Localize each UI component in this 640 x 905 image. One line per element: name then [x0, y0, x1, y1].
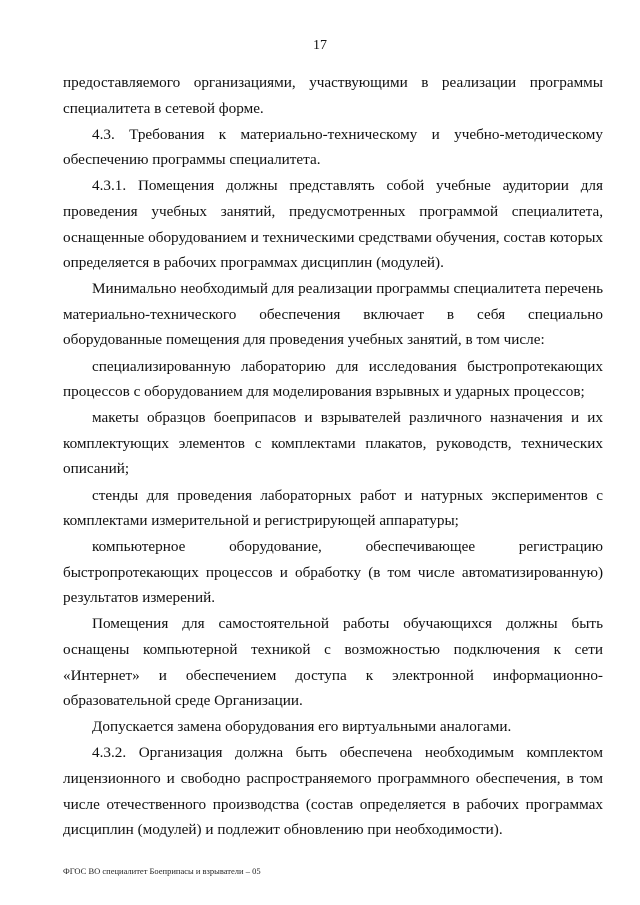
paragraph-continuation: предоставляемого организациями, участвующими в реализации программы специалитета в сетевой форме.	[63, 74, 603, 117]
paragraph-self-study-rooms: Помещения для самостоятельной работы обучающихся должны быть оснащены компьютерной техникой с возможностью подключения к сети «Интернет» и обеспечением доступа к электронной информационно-образовательной среде Организации.	[63, 615, 603, 710]
list-item-stands: стенды для проведения лабораторных работ и натурных экспериментов с комплектами измерительной и регистрирующей аппаратуры;	[63, 486, 603, 530]
paragraph-minimum-equipment: Минимально необходимый для реализации программы специалитета перечень материально-технического обеспечения включает в себя специально оборудованные помещения для проведения учебных занятий, в том числе:	[63, 280, 603, 349]
paragraph-virtual-analogs: Допускается замена оборудования его виртуальными аналогами.	[92, 718, 512, 736]
document-body	[63, 70, 603, 843]
paragraph-section-4-3: 4.3. Требования к материально-техническому и учебно-методическому обеспечению программы специалитета.	[63, 125, 603, 169]
footer-standard-name: ФГОС ВО специалитет Боеприпасы и взрыватели – 05	[63, 866, 261, 876]
list-item-laboratory: специализированную лабораторию для исследования быстропротекающих процессов с оборудованием для моделирования взрывных и ударных процессов;	[63, 357, 603, 401]
paragraph-section-4-3-2: 4.3.2. Организация должна быть обеспечена необходимым комплектом лицензионного и свободно распространяемого программного обеспечения, в том числе отечественного производства (состав определяется в рабочих программах дисциплин (модулей) и подлежит обновлению при необходимости).	[63, 744, 603, 839]
list-item-computer-equipment: компьютерное оборудование, обеспечивающее регистрацию быстропротекающих процессов и обработку (в том числе автоматизированную) результатов измерений.	[63, 538, 603, 607]
page-number: 17	[313, 38, 327, 53]
paragraph-section-4-3-1: 4.3.1. Помещения должны представлять собой учебные аудитории для проведения учебных занятий, предусмотренных программой специалитета, оснащенные оборудованием и техническими средствами обучения, состав которых определяется в рабочих программах дисциплин (модулей).	[63, 177, 603, 272]
list-item-mockups: макеты образцов боеприпасов и взрывателей различного назначения и их комплектующих элементов с комплектами плакатов, руководств, технических описаний;	[63, 409, 603, 478]
